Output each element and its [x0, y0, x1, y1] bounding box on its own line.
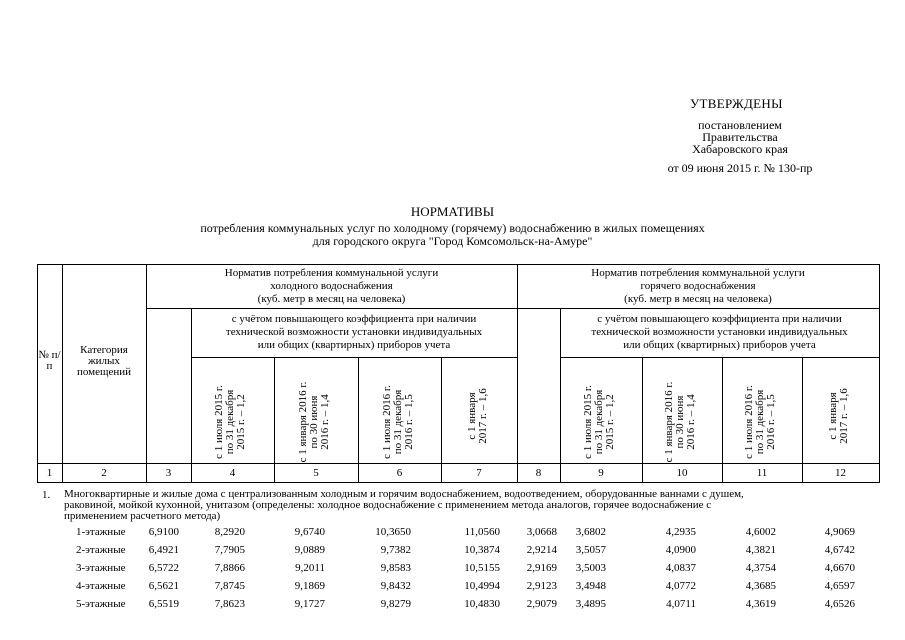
hot-header-line-2: горячего водоснабжения [640, 280, 756, 292]
cold-header-line-2: холодного водоснабжения [270, 280, 393, 292]
row-label: 2-этажные [76, 544, 126, 556]
table-cell: 10,4994 [464, 580, 500, 592]
row-label: 5-этажные [76, 598, 126, 610]
table-cell: 10,3650 [375, 526, 411, 538]
hot-coef-line-1: с учётом повышающего коэффициента при наличии [597, 313, 842, 325]
approved-label: УТВЕРЖДЕНЫ [690, 96, 783, 111]
table-cell: 6,5722 [148, 562, 179, 574]
cold-coef-line-1: с учётом повышающего коэффициента при наличии [231, 313, 477, 325]
column-number: 1 [46, 467, 53, 479]
cold-period-2: с 1 января 2016 г. по 30 июня 2016 г. – 1,4 [297, 381, 331, 463]
table-cell: 9,0889 [294, 544, 325, 556]
column-number: 2 [101, 467, 107, 479]
table-cell: 2,9123 [526, 580, 557, 592]
hot-header-line-1: Норматив потребления коммунальной услуги [591, 267, 805, 279]
cold-coef-line-3: или общих (квартирных) приборов учета [257, 339, 451, 351]
decree-date: от 09 июня 2015 г. № 130-пр [667, 161, 813, 175]
table-cell: 2,9079 [526, 598, 557, 610]
table-cell: 9,8432 [380, 580, 411, 592]
row-label: 3-этажные [76, 562, 126, 574]
column-number: 9 [598, 467, 604, 479]
table-cell: 10,4830 [464, 598, 500, 610]
subtitle-line-1: потребления коммунальных услуг по холодному (горячему) водоснабжению в жилых помещениях [200, 221, 705, 235]
table-cell: 3,5057 [575, 544, 606, 556]
hot-period-1: с 1 июля 2015 г. по 31 декабря 2015 г. – 1,2 [582, 385, 616, 459]
table-cell: 9,8583 [380, 562, 411, 574]
table-cell: 9,8279 [380, 598, 411, 610]
hot-coef-line-3: или общих (квартирных) приборов учета [623, 339, 816, 351]
cold-period-1: с 1 июля 2015 г. по 31 декабря 2015 г. – 1,2 [213, 385, 247, 459]
hot-coef-line-2: технической возможности установки индивидуальных [591, 326, 848, 338]
table-cell: 4,3619 [745, 598, 776, 610]
decree-line-2: Правительства [702, 130, 778, 144]
hot-header-line-3: (куб. метр в месяц на человека) [624, 293, 772, 305]
subtitle-line-2: для городского округа "Город Комсомольск-на-Амуре" [312, 234, 593, 248]
cold-header-line-3: (куб. метр в месяц на человека) [257, 293, 406, 305]
row-label: 1-этажные [76, 526, 126, 538]
hot-period-3: с 1 июля 2016 г. по 31 декабря 2016 г. – 1,5 [743, 385, 777, 459]
table-cell: 4,6597 [824, 580, 855, 592]
table-cell: 7,8745 [214, 580, 245, 592]
table-cell: 6,4921 [148, 544, 179, 556]
table-cell: 4,6002 [745, 526, 776, 538]
cold-header-line-1: Норматив потребления коммунальной услуги [224, 267, 439, 279]
table-cell: 10,3874 [464, 544, 500, 556]
cold-period-3: с 1 июля 2016 г. по 31 декабря 2016 г. – 1,5 [381, 385, 415, 459]
cold-period-4: с 1 января 2017 г. – 1,6 [466, 388, 489, 444]
table-cell: 2,9169 [526, 562, 557, 574]
table-cell: 4,3754 [745, 562, 776, 574]
column-number: 3 [165, 467, 172, 479]
decree-line-1: постановлением [698, 118, 782, 132]
table-cell: 7,8866 [214, 562, 245, 574]
table-cell: 6,9100 [148, 526, 179, 538]
section-description: Многоквартирные и жилые дома с централизованным холодным и горячим водоснабжением, водоотведением, оборудованные ваннами с душем, раковиной, мойкой кухонной, унитазом (определены: холодное водоснабжение с применением метода аналогов, горячее водоснабжение с применением расчетного метода) [64, 488, 744, 522]
table-cell: 4,3821 [745, 544, 776, 556]
column-number: 10 [676, 467, 688, 479]
table-cell: 9,1727 [294, 598, 325, 610]
table-cell: 10,5155 [464, 562, 500, 574]
column-header-number: № п/п [38, 349, 61, 372]
table-cell: 3,4948 [575, 580, 606, 592]
table-cell: 9,1869 [294, 580, 325, 592]
column-number: 8 [535, 467, 542, 479]
table-cell: 9,7382 [380, 544, 411, 556]
row-label: 4-этажные [76, 580, 126, 592]
table-cell: 4,2935 [665, 526, 696, 538]
decree-line-3: Хабаровского края [692, 142, 788, 156]
table-cell: 4,0837 [665, 562, 696, 574]
table-cell: 8,2920 [214, 526, 245, 538]
column-number: 7 [476, 467, 482, 479]
table-cell: 6,5519 [148, 598, 179, 610]
table-cell: 4,0711 [666, 598, 696, 610]
table-cell: 4,6670 [824, 562, 855, 574]
table-cell: 11,0560 [464, 526, 500, 538]
hot-period-2: с 1 января 2016 г. по 30 июня 2016 г. – 1,4 [663, 381, 697, 463]
table-cell: 4,0772 [665, 580, 696, 592]
column-header-category: Категория жилых помещений [76, 344, 132, 378]
page-title: НОРМАТИВЫ [410, 204, 495, 219]
table-cell: 7,8623 [214, 598, 245, 610]
table-cell: 9,6740 [294, 526, 325, 538]
column-number: 4 [229, 467, 236, 479]
table-cell: 4,9069 [824, 526, 855, 538]
table-cell: 4,0900 [665, 544, 696, 556]
cold-coef-line-2: технической возможности установки индивидуальных [225, 326, 483, 338]
table-cell: 9,2011 [295, 562, 325, 574]
table-cell: 4,6742 [824, 544, 855, 556]
column-number: 6 [396, 467, 403, 479]
table-cell: 3,4895 [575, 598, 606, 610]
column-number: 12 [835, 467, 846, 479]
table-cell: 2,9214 [526, 544, 557, 556]
hot-period-4: с 1 января 2017 г. – 1,6 [827, 388, 850, 444]
section-number: 1. [42, 489, 51, 501]
column-number: 11 [756, 467, 768, 479]
table-cell: 4,6526 [824, 598, 855, 610]
table-cell: 3,0668 [526, 526, 557, 538]
table-cell: 3,5003 [575, 562, 606, 574]
table-cell: 7,7905 [214, 544, 245, 556]
column-number: 5 [313, 467, 319, 479]
table-cell: 4,3685 [745, 580, 776, 592]
table-cell: 6,5621 [148, 580, 179, 592]
table-cell: 3,6802 [575, 526, 606, 538]
